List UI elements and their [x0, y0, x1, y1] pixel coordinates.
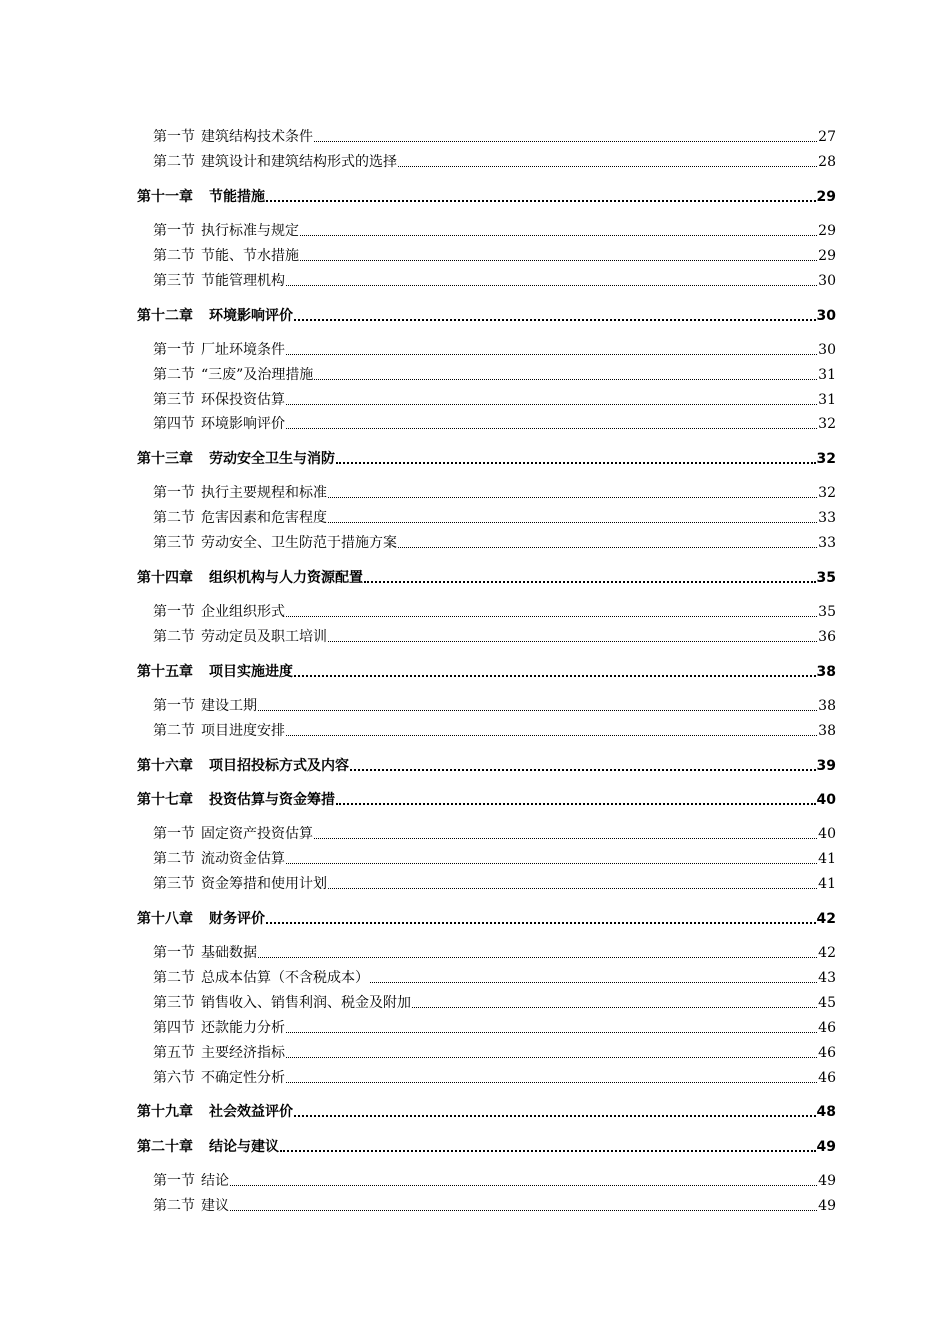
toc-entry-label: [153, 391, 285, 409]
toc-entry-label: [153, 341, 285, 359]
toc-section-entry[interactable]: [153, 411, 836, 433]
toc-entry-title: 建议: [201, 1198, 229, 1214]
toc-entry-label: [153, 1172, 229, 1190]
toc-entry-label: [137, 1138, 279, 1156]
toc-chapter-entry[interactable]: [137, 565, 836, 587]
toc-entry-title: 投资估算与资金筹措: [209, 792, 335, 808]
toc-entry-number: 第六节: [153, 1070, 195, 1086]
toc-entry-number: 第二节: [153, 248, 195, 264]
dot-leader: [294, 319, 816, 321]
toc-entry-number: 第三节: [153, 995, 195, 1011]
dot-leader: [230, 1185, 817, 1186]
toc-section-entry[interactable]: [153, 337, 836, 359]
dot-leader: [314, 379, 817, 380]
toc-entry-number: 第一节: [153, 945, 195, 961]
toc-entry-number: 第二节: [153, 154, 195, 170]
toc-page-number: 33: [818, 510, 836, 526]
dot-leader: [294, 675, 816, 677]
toc-entry-title: 项目招投标方式及内容: [209, 758, 349, 774]
toc-entry-title: 基础数据: [201, 945, 257, 961]
toc-entry-label: [153, 534, 397, 552]
toc-section-entry[interactable]: [153, 243, 836, 265]
toc-entry-label: [153, 1019, 285, 1037]
toc-entry-number: 第二节: [153, 629, 195, 645]
toc-entry-number: 第三节: [153, 535, 195, 551]
toc-page-number: 49: [818, 1173, 836, 1189]
toc-entry-title: 劳动定员及职工培训: [201, 629, 327, 645]
toc-entry-number: 第二节: [153, 367, 195, 383]
toc-entry-title: 建设工期: [201, 698, 257, 714]
toc-chapter-entry[interactable]: [137, 184, 836, 206]
toc-page-number: 46: [818, 1045, 836, 1061]
toc-chapter-entry[interactable]: [137, 1099, 836, 1121]
toc-entry-title: 企业组织形式: [201, 604, 285, 620]
toc-section-entry[interactable]: [153, 505, 836, 527]
toc-section-entry[interactable]: [153, 821, 836, 843]
toc-section-entry[interactable]: [153, 624, 836, 646]
toc-entry-label: [137, 188, 265, 206]
toc-section-entry[interactable]: [153, 990, 836, 1012]
dot-leader: [314, 141, 817, 142]
toc-section-entry[interactable]: [153, 1040, 836, 1062]
toc-page-number: 30: [818, 273, 836, 289]
toc-page-number: 32: [818, 416, 836, 432]
toc-entry-label: [153, 509, 327, 527]
toc-entry-title: 劳动安全卫生与消防: [209, 451, 335, 467]
toc-entry-number: 第十八章: [137, 911, 193, 927]
toc-section-entry[interactable]: [153, 871, 836, 893]
toc-page-number: 31: [818, 392, 836, 408]
toc-entry-title: 财务评价: [209, 911, 265, 927]
toc-entry-title: 还款能力分析: [201, 1020, 285, 1036]
toc-entry-number: 第一节: [153, 485, 195, 501]
toc-entry-label: [137, 757, 349, 775]
toc-entry-title: 主要经济指标: [201, 1045, 285, 1061]
toc-entry-number: 第十三章: [137, 451, 193, 467]
dot-leader: [258, 957, 817, 958]
toc-entry-title: 固定资产投资估算: [201, 826, 313, 842]
dot-leader: [350, 769, 816, 771]
dot-leader: [286, 285, 817, 286]
toc-entry-number: 第十七章: [137, 792, 193, 808]
toc-page-number: 38: [816, 664, 836, 680]
toc-entry-number: 第一节: [153, 129, 195, 145]
dot-leader: [328, 522, 817, 523]
toc-entry-number: 第十五章: [137, 664, 193, 680]
dot-leader: [280, 1150, 816, 1152]
toc-page-number: 38: [818, 723, 836, 739]
toc-entry-number: 第四节: [153, 1020, 195, 1036]
toc-section-entry[interactable]: [153, 1015, 836, 1037]
dot-leader: [328, 497, 817, 498]
dot-leader: [286, 1082, 817, 1083]
toc-page-number: 31: [818, 367, 836, 383]
toc-entry-number: 第一节: [153, 223, 195, 239]
toc-entry-label: [153, 272, 285, 290]
toc-entry-label: [153, 697, 257, 715]
toc-page-number: 42: [818, 945, 836, 961]
dot-leader: [286, 1057, 817, 1058]
toc-entry-title: 建筑结构技术条件: [201, 129, 313, 145]
toc-entry-label: [153, 1069, 285, 1087]
toc-page-number: 42: [816, 911, 836, 927]
dot-leader: [286, 863, 817, 864]
toc-entry-label: [153, 944, 257, 962]
toc-entry-label: [153, 153, 397, 171]
toc-entry-number: 第十九章: [137, 1104, 193, 1120]
toc-entry-label: [137, 569, 363, 587]
toc-entry-title: 结论: [201, 1173, 229, 1189]
toc-page-number: 29: [818, 223, 836, 239]
toc-entry-title: 结论与建议: [209, 1139, 279, 1155]
dot-leader: [398, 547, 817, 548]
toc-entry-label: [153, 1044, 285, 1062]
toc-section-entry[interactable]: [153, 846, 836, 868]
toc-entry-title: 危害因素和危害程度: [201, 510, 327, 526]
toc-page-number: 30: [818, 342, 836, 358]
toc-entry-label: [137, 450, 335, 468]
toc-page-number: 29: [818, 248, 836, 264]
toc-chapter-entry[interactable]: [137, 446, 836, 468]
toc-entry-label: [153, 628, 327, 646]
toc-entry-title: 厂址环境条件: [201, 342, 285, 358]
dot-leader: [328, 641, 817, 642]
toc-entry-label: [137, 910, 265, 928]
toc-section-entry[interactable]: [153, 387, 836, 409]
dot-leader: [286, 735, 817, 736]
toc-page-number: 41: [818, 851, 836, 867]
dot-leader: [258, 710, 817, 711]
toc-entry-title: 节能措施: [209, 189, 265, 205]
toc-entry-label: [153, 415, 285, 433]
toc-entry-label: [153, 128, 313, 146]
toc-entry-number: 第一节: [153, 826, 195, 842]
toc-entry-title: 资金筹措和使用计划: [201, 876, 327, 892]
dot-leader: [286, 428, 817, 429]
toc-entry-number: 第一节: [153, 1173, 195, 1189]
toc-section-entry[interactable]: [153, 362, 836, 384]
toc-entry-title: 社会效益评价: [209, 1104, 293, 1120]
toc-page-number: 32: [818, 485, 836, 501]
toc-entry-title: 劳动安全、卫生防范于措施方案: [201, 535, 397, 551]
toc-section-entry[interactable]: [153, 218, 836, 240]
dot-leader: [230, 1210, 817, 1211]
toc-section-entry[interactable]: [153, 599, 836, 621]
dot-leader: [286, 1032, 817, 1033]
toc-entry-label: [153, 247, 299, 265]
toc-page-number: 28: [818, 154, 836, 170]
toc-entry-number: 第五节: [153, 1045, 195, 1061]
toc-entry-title: 执行主要规程和标准: [201, 485, 327, 501]
toc-entry-number: 第二十章: [137, 1139, 193, 1155]
dot-leader: [328, 888, 817, 889]
dot-leader: [286, 616, 817, 617]
dot-leader: [300, 235, 817, 236]
toc-page-number: 46: [818, 1070, 836, 1086]
dot-leader: [314, 838, 817, 839]
toc-entry-title: 总成本估算（不含税成本）: [201, 970, 369, 986]
toc-entry-label: [153, 603, 285, 621]
toc-entry-label: [153, 1197, 229, 1215]
toc-chapter-entry[interactable]: [137, 1134, 836, 1156]
toc-entry-title: 环境影响评价: [201, 416, 285, 432]
toc-page-number: 49: [818, 1198, 836, 1214]
toc-entry-number: 第三节: [153, 273, 195, 289]
toc-chapter-entry[interactable]: [137, 787, 836, 809]
dot-leader: [294, 1115, 816, 1117]
toc-entry-number: 第一节: [153, 604, 195, 620]
toc-entry-title: 项目进度安排: [201, 723, 285, 739]
toc-page-number: 36: [818, 629, 836, 645]
toc-entry-title: 节能、节水措施: [201, 248, 299, 264]
toc-entry-number: 第一节: [153, 342, 195, 358]
toc-entry-number: 第十一章: [137, 189, 193, 205]
toc-entry-label: [137, 791, 335, 809]
toc-entry-label: [153, 875, 327, 893]
toc-section-entry[interactable]: [153, 1168, 836, 1190]
toc-chapter-entry[interactable]: [137, 906, 836, 928]
toc-entry-label: [153, 994, 411, 1012]
toc-section-entry[interactable]: [153, 268, 836, 290]
toc-page-number: 32: [816, 451, 836, 467]
toc-page-number: 35: [818, 604, 836, 620]
toc-entry-title: 项目实施进度: [209, 664, 293, 680]
toc-entry-title: 节能管理机构: [201, 273, 285, 289]
toc-entry-label: [153, 722, 285, 740]
toc-page-number: 39: [816, 758, 836, 774]
toc-page-number: 30: [816, 308, 836, 324]
toc-entry-label: [153, 850, 285, 868]
toc-section-entry[interactable]: [153, 965, 836, 987]
dot-leader: [336, 803, 816, 805]
toc-entry-label: [153, 484, 327, 502]
toc-section-entry[interactable]: [153, 124, 836, 146]
toc-entry-number: 第十二章: [137, 308, 193, 324]
toc-entry-label: [137, 663, 293, 681]
toc-section-entry[interactable]: [153, 480, 836, 502]
toc-section-entry[interactable]: [153, 149, 836, 171]
toc-entry-number: 第十四章: [137, 570, 193, 586]
toc-page-number: 40: [816, 792, 836, 808]
toc-page-number: 41: [818, 876, 836, 892]
toc-section-entry[interactable]: [153, 940, 836, 962]
dot-leader: [286, 404, 817, 405]
dot-leader: [266, 200, 816, 202]
dot-leader: [286, 354, 817, 355]
dot-leader: [300, 260, 817, 261]
toc-page-number: 43: [818, 970, 836, 986]
toc-entry-number: 第二节: [153, 723, 195, 739]
toc-entry-number: 第二节: [153, 510, 195, 526]
toc-entry-title: “三废”及治理措施: [201, 367, 314, 383]
toc-section-entry[interactable]: [153, 530, 836, 552]
dot-leader: [364, 581, 816, 583]
toc-entry-number: 第三节: [153, 876, 195, 892]
toc-entry-label: [153, 825, 313, 843]
dot-leader: [266, 922, 816, 924]
toc-entry-number: 第二节: [153, 970, 195, 986]
toc-page-number: 27: [818, 129, 836, 145]
toc-chapter-entry[interactable]: [137, 753, 836, 775]
toc-entry-label: [137, 1103, 293, 1121]
toc-entry-title: 组织机构与人力资源配置: [209, 570, 363, 586]
toc-entry-number: 第四节: [153, 416, 195, 432]
dot-leader: [336, 462, 816, 464]
toc-page-number: 33: [818, 535, 836, 551]
toc-page-number: 45: [818, 995, 836, 1011]
toc-entry-number: 第二节: [153, 1198, 195, 1214]
dot-leader: [398, 166, 817, 167]
dot-leader: [412, 1007, 817, 1008]
toc-entry-number: 第三节: [153, 392, 195, 408]
toc-entry-number: 第二节: [153, 851, 195, 867]
toc-chapter-entry[interactable]: [137, 659, 836, 681]
toc-entry-number: 第一节: [153, 698, 195, 714]
toc-page-number: 29: [816, 189, 836, 205]
toc-entry-title: 环境影响评价: [209, 308, 293, 324]
toc-entry-label: [153, 969, 369, 987]
toc-entry-title: 不确定性分析: [201, 1070, 285, 1086]
toc-entry-title: 建筑设计和建筑结构形式的选择: [201, 154, 397, 170]
toc-page-number: 49: [816, 1139, 836, 1155]
toc-entry-title: 环保投资估算: [201, 392, 285, 408]
toc-chapter-entry[interactable]: [137, 303, 836, 325]
toc-page-number: 38: [818, 698, 836, 714]
toc-section-entry[interactable]: [153, 693, 836, 715]
toc-entry-label: [153, 222, 299, 240]
toc-section-entry[interactable]: [153, 718, 836, 740]
toc-entry-title: 销售收入、销售利润、税金及附加: [201, 995, 411, 1011]
toc-entry-label: [153, 366, 313, 384]
toc-entry-number: 第十六章: [137, 758, 193, 774]
toc-page-number: 35: [816, 570, 836, 586]
toc-page-number: 40: [818, 826, 836, 842]
toc-entry-title: 流动资金估算: [201, 851, 285, 867]
toc-page-number: 46: [818, 1020, 836, 1036]
toc-entry-title: 执行标准与规定: [201, 223, 299, 239]
toc-section-entry[interactable]: [153, 1193, 836, 1215]
toc-page-number: 48: [816, 1104, 836, 1120]
toc-section-entry[interactable]: [153, 1065, 836, 1087]
toc-entry-label: [137, 307, 293, 325]
dot-leader: [370, 982, 817, 983]
